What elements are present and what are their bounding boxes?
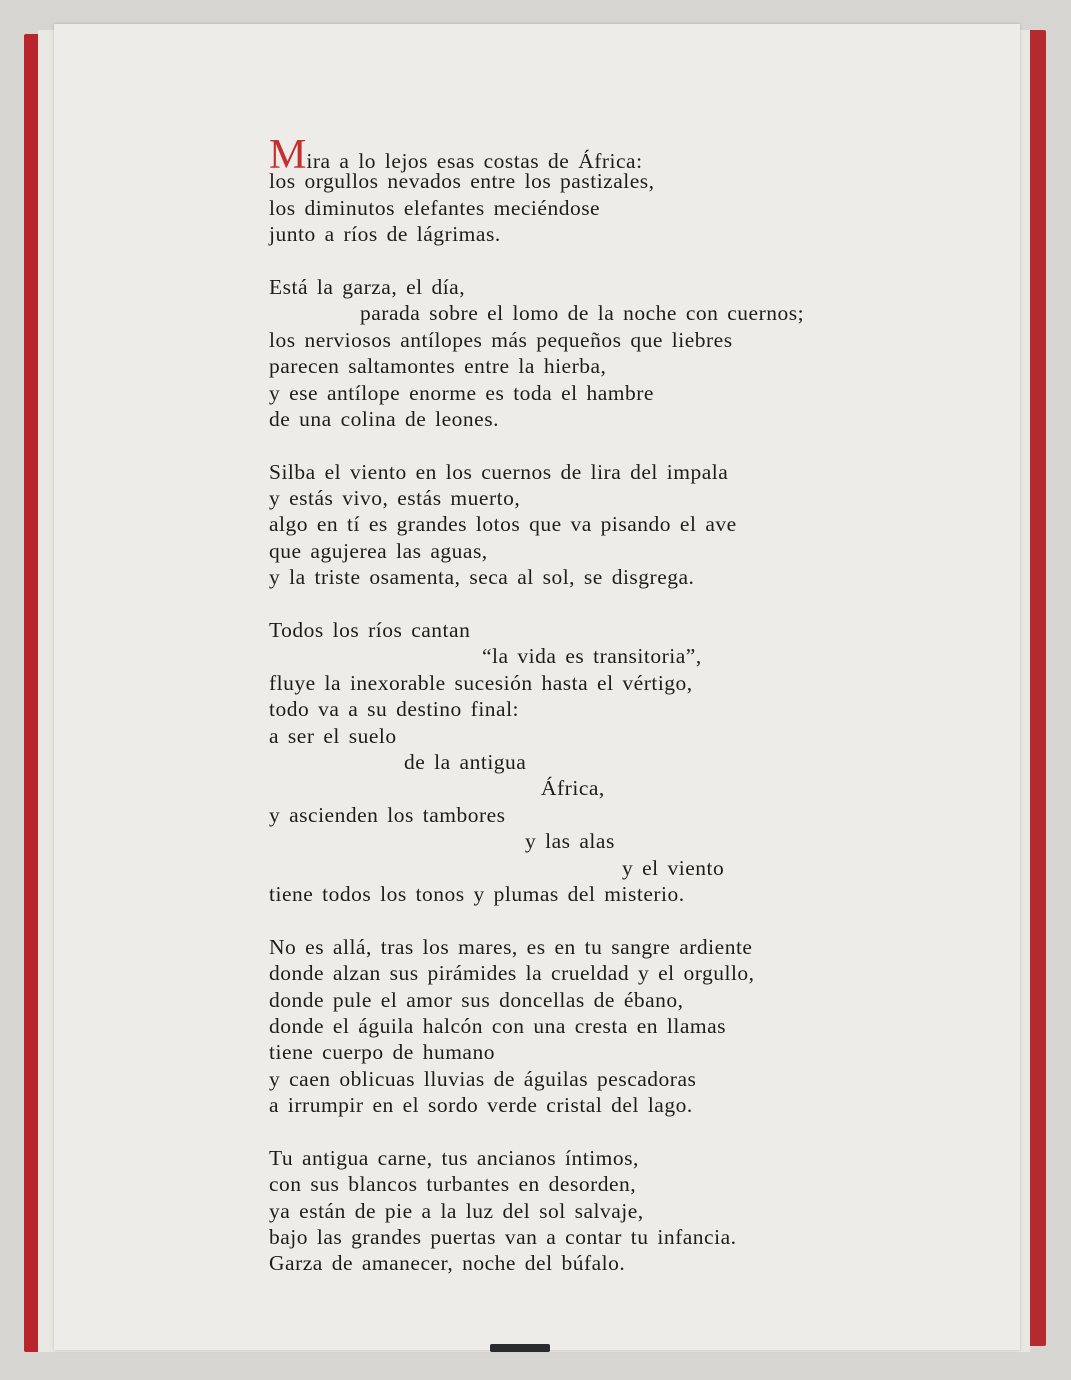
poem-line: “la vida es transitoria”, — [482, 644, 702, 669]
poem-line: y estás vivo, estás muerto, — [269, 486, 521, 511]
poem-line: los orgullos nevados entre los pastizales, — [269, 169, 655, 194]
poem-text — [269, 132, 805, 1277]
poem-line: de una colina de leones. — [269, 406, 499, 431]
poem-line: de la antigua — [404, 749, 527, 774]
poem-line: los nerviosos antílopes más pequeños que liebres — [269, 327, 733, 352]
poem-line: y caen oblicuas lluvias de águilas pescadoras — [269, 1066, 697, 1091]
stanza-break — [269, 1118, 804, 1144]
stanza-break — [269, 248, 804, 274]
poem-line: junto a ríos de lágrimas. — [269, 222, 501, 247]
poem-line: bajo las grandes puertas van a contar tu infancia. — [269, 1225, 737, 1250]
poem-line: África, — [541, 776, 605, 801]
poem-line: y las alas — [525, 829, 615, 854]
poem-line: No es allá, tras los mares, es en tu sangre ardiente — [269, 934, 753, 959]
poem-line: Silba el viento en los cuernos de lira del impala — [269, 459, 729, 484]
poem-line: tiene cuerpo de humano — [269, 1040, 495, 1065]
poem-line: a irrumpir en el sordo verde cristal del lago. — [269, 1093, 693, 1118]
stanza-break — [269, 591, 804, 617]
binding-clip — [490, 1344, 550, 1352]
stanza-break — [269, 432, 804, 458]
poem-line: ya están de pie a la luz del sol salvaje, — [269, 1198, 644, 1223]
poem-line: los diminutos elefantes meciéndose — [269, 195, 601, 220]
poem-line: y la triste osamenta, seca al sol, se disgrega. — [269, 565, 695, 590]
poem-line: donde el águila halcón con una cresta en llamas — [269, 1013, 727, 1038]
poem-line: parada sobre el lomo de la noche con cuernos; — [360, 301, 805, 326]
poem-line: y ese antílope enorme es toda el hambre — [269, 380, 654, 405]
poem-line: a ser el suelo — [269, 723, 397, 748]
stanza-break — [269, 907, 804, 933]
poem-line: Garza de amanecer, noche del búfalo. — [269, 1251, 626, 1276]
poem-line: donde pule el amor sus doncellas de ébano, — [269, 987, 684, 1012]
poem-line: algo en tí es grandes lotos que va pisando el ave — [269, 512, 737, 537]
poem-line: tiene todos los tonos y plumas del misterio. — [269, 881, 685, 906]
poem-line: y el viento — [622, 855, 725, 880]
poem-line: fluye la inexorable sucesión hasta el vértigo, — [269, 670, 693, 695]
poem-line: Está la garza, el día, — [269, 274, 466, 299]
poem-line: que agujerea las aguas, — [269, 538, 488, 563]
poem-line: parecen saltamontes entre la hierba, — [269, 354, 607, 379]
poem-line: con sus blancos turbantes en desorden, — [269, 1172, 637, 1197]
poem-line: Mira a lo lejos esas costas de África: — [269, 132, 643, 178]
poem-line: Todos los ríos cantan — [269, 618, 471, 643]
poem-line: Tu antigua carne, tus ancianos íntimos, — [269, 1145, 639, 1170]
red-initial-letter: M — [269, 132, 307, 178]
poem-line: donde alzan sus pirámides la crueldad y el orgullo, — [269, 961, 755, 986]
poem-page — [54, 24, 1020, 1350]
poem-line: y ascienden los tambores — [269, 802, 506, 827]
poem-line: todo va a su destino final: — [269, 697, 520, 722]
